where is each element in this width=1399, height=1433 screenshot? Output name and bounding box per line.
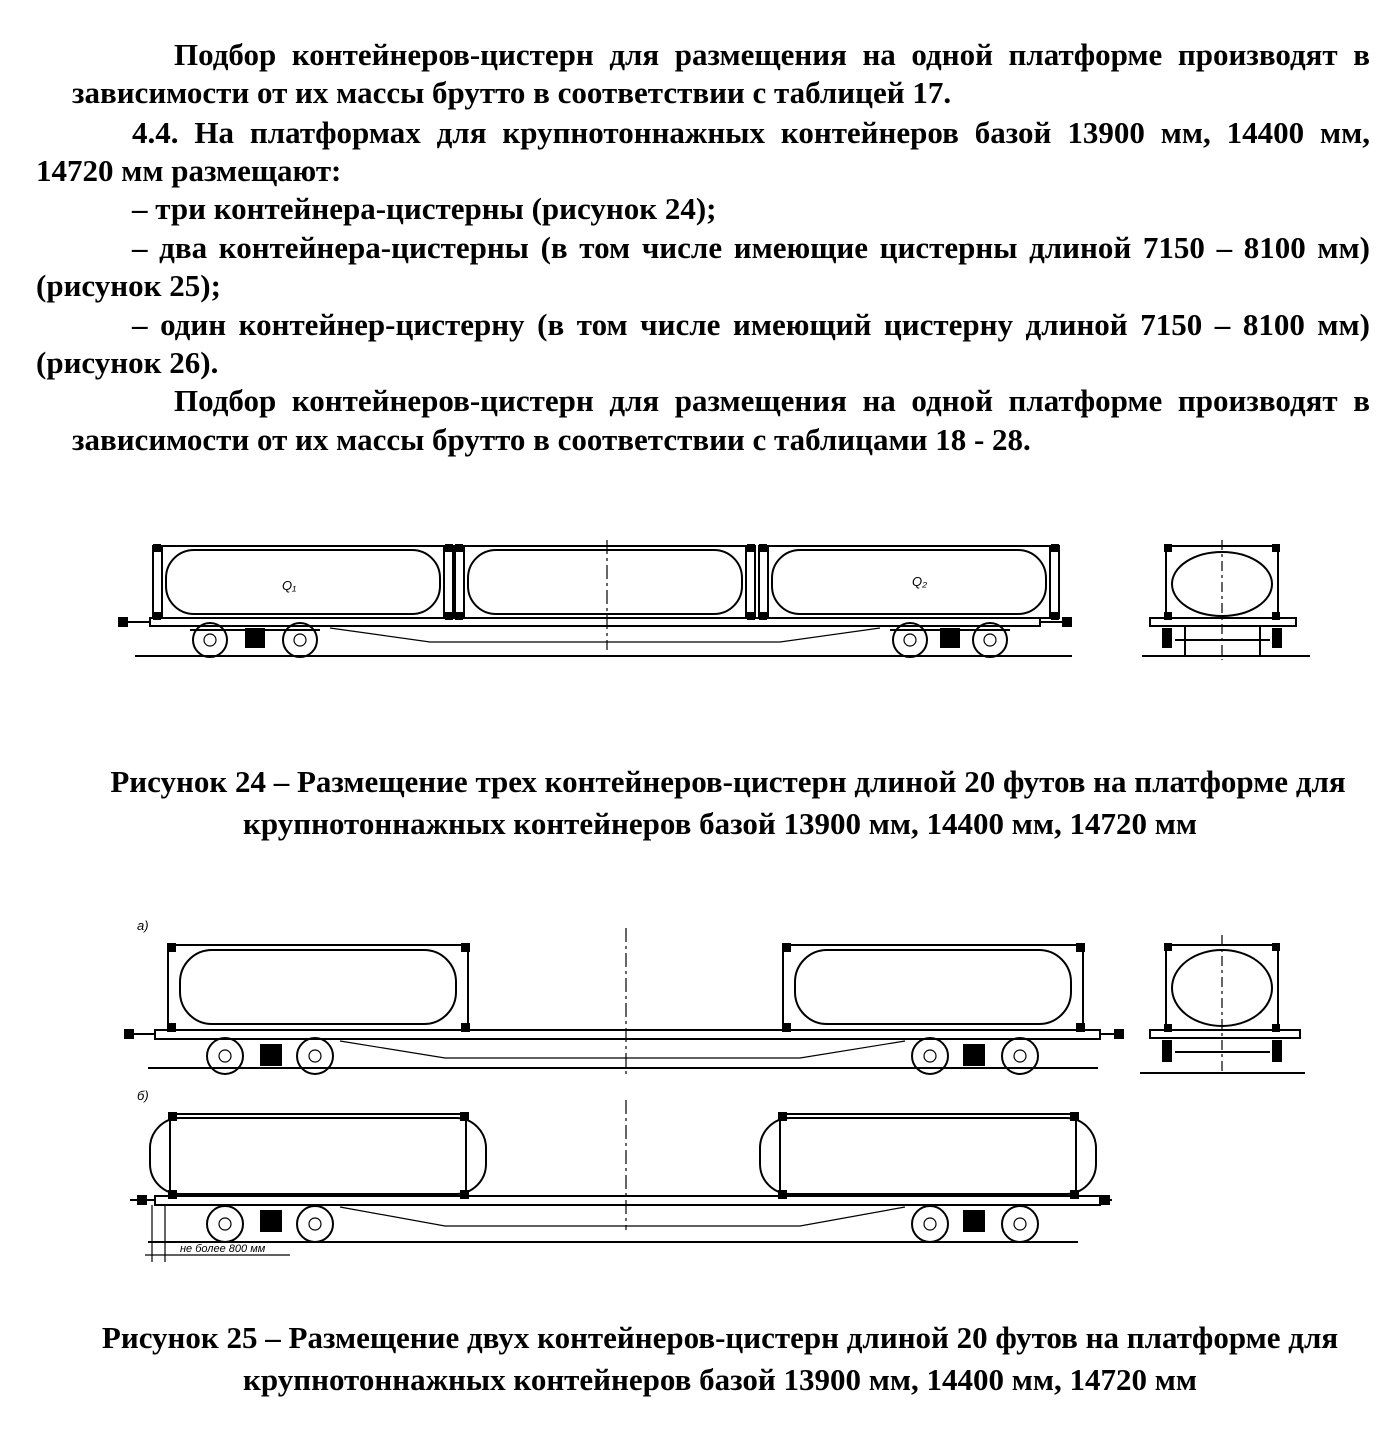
paragraph-1-line-1: Подбор контейнеров-цистерн для размещения на одной платформе производят в xyxy=(174,37,1370,72)
tank-container-b-right xyxy=(760,1112,1096,1199)
paragraph-2-line-2: 14720 мм размещают: xyxy=(36,153,342,188)
figure-25-caption-line-1: Рисунок 25 – Размещение двух контейнеров-цистерн длиной 20 футов на платформе для xyxy=(101,1320,1339,1355)
list-item-1: – три контейнера-цистерны (рисунок 24); xyxy=(132,191,717,226)
dimension-note: не более 800 мм xyxy=(180,1243,266,1255)
tank-container-a-left xyxy=(167,943,470,1032)
paragraph-3-line-2: зависимости от их массы брутто в соответствии с таблицами 18 - 28. xyxy=(72,422,1031,457)
list-item-2-line-2: (рисунок 25); xyxy=(36,268,221,303)
list-item-3-line-2: (рисунок 26). xyxy=(36,345,219,380)
tank-container-a-right xyxy=(782,943,1085,1032)
list-item-3-line-1: – один контейнер-цистерну (в том числе имеющий цистерну длиной 7150 – 8100 мм) xyxy=(132,307,1370,342)
label-q2: Q₂ xyxy=(912,574,928,589)
paragraph-1-line-2: зависимости от их массы брутто в соответствии с таблицей 17. xyxy=(72,75,952,110)
figure-24-caption-line-1: Рисунок 24 – Размещение трех контейнеров-цистерн длиной 20 футов на платформе для xyxy=(110,764,1346,799)
figure-24-caption-line-2: крупнотоннажных контейнеров базой 13900 мм, 14400 мм, 14720 мм xyxy=(243,806,1197,841)
label-q1: Q₁ xyxy=(282,578,297,593)
label-b: б) xyxy=(137,1088,149,1103)
figure-25-caption-line-2: крупнотоннажных контейнеров базой 13900 мм, 14400 мм, 14720 мм xyxy=(243,1362,1197,1397)
paragraph-2-line-1: 4.4. На платформах для крупнотоннажных контейнеров базой 13900 мм, 14400 мм, xyxy=(132,115,1370,150)
label-a: а) xyxy=(137,918,149,933)
paragraph-3-line-1: Подбор контейнеров-цистерн для размещения на одной платформе производят в xyxy=(174,383,1370,418)
list-item-2-line-1: – два контейнера-цистерны (в том числе имеющие цистерны длиной 7150 – 8100 мм) xyxy=(132,230,1370,265)
tank-container-b-left xyxy=(150,1112,486,1199)
bogies-b xyxy=(207,1206,1038,1242)
end-view-figure-25 xyxy=(1140,935,1305,1075)
